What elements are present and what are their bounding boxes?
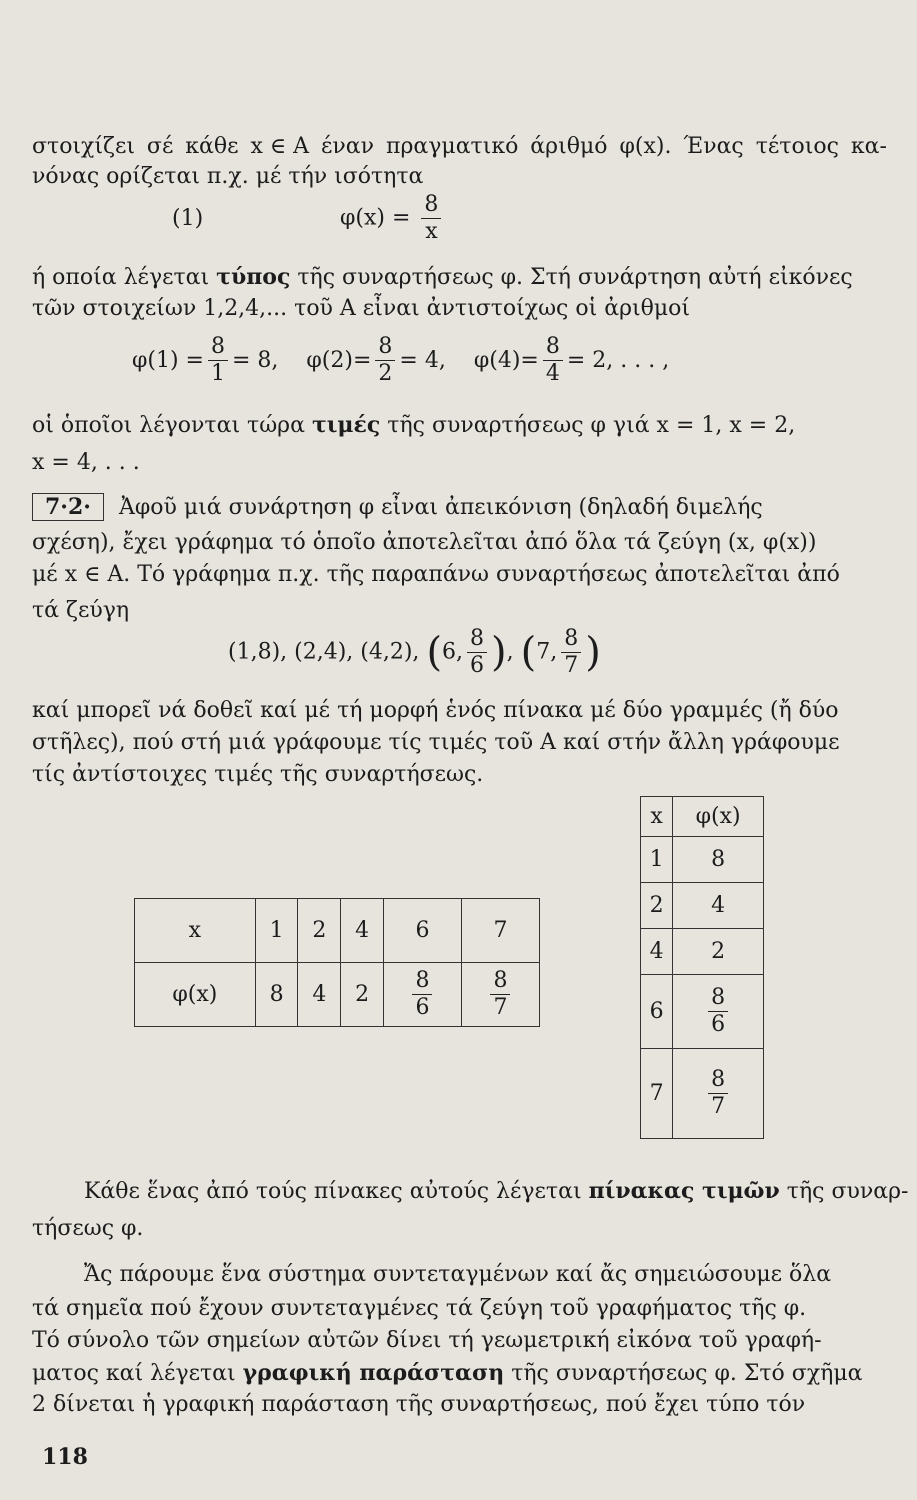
table-row [641,837,764,883]
table-cell: 4 [341,899,384,963]
word: στοιχίζει [32,134,135,159]
text-line: καί μπορεῖ νά δοθεῖ καί μέ τή μορφή ἑνός πίνακα μέ δύο γραμμές (ἤ δύο [32,698,839,723]
text-line: ή οποία λέγεται τύπος τῆς συναρτήσεως φ. Στή συνάρτηση αὐτή εἰκόνες [32,264,853,290]
pairs-list: (1,8), (2,4), (4,2), (6, $\frac{8}{6}$ ), (7, $\frac{8}{7}$ ) [228,626,601,678]
table-cell: 7 [461,899,539,963]
table-cell: 8 [673,837,764,883]
word: πραγματικό [386,134,519,159]
word: x ∈ A [250,134,310,159]
text-line: Τό σύνολο τῶν σημείων αὐτῶν δίνει τή γεωμετρική εἰκόνα τοῦ γραφή- [32,1328,822,1353]
fraction: $\frac{8}{6}$ [412,970,432,1019]
text-line: x = 4, . . . [32,450,140,475]
text-line: 7·2· Ἀφοῦ μιά συνάρτηση φ εἶναι ἀπεικόνιση (δηλαδή διμελής [32,492,887,523]
fraction: $\frac{8}{2}$ [375,336,395,385]
page-number: 118 [42,1444,88,1470]
text-line: Κάθε ἕνας ἀπό τούς πίνακες αὐτούς λέγεται πίνακας τιμῶν τῆς συναρ- [84,1178,909,1204]
text-line: τῶν στοιχείων 1,2,4,... τοῦ A εἶναι ἀντιστοίχως οἱ ἀριθμοί [32,296,691,321]
term-typos: τύπος [216,264,291,290]
table-row-fx [135,963,540,1027]
table-row [641,1049,764,1139]
table-cell [384,963,462,1027]
word: Ένας [683,134,744,159]
table-cell: x [135,899,256,963]
text-line: στῆλες), πού στή μιά γράφουμε τίς τιμές τοῦ A καί στήν ἄλλη γράφουμε [32,730,840,755]
text-line: Ἄς πάρουμε ἕνα σύστημα συντεταγμένων καί ἄς σημειώσουμε ὅλα [84,1262,832,1287]
table-cell: 8 [255,963,298,1027]
text-line: τίς ἀντίστοιχες τιμές τῆς συναρτήσεως. [32,762,484,787]
word: φ(x). [619,134,672,159]
fraction: $\frac{8}{7}$ [561,628,581,677]
text-line: τήσεως φ. [32,1216,144,1241]
word: τέτοιος [755,134,839,159]
table-cell: φ(x) [673,797,764,837]
word: κάθε [185,134,239,159]
text-line: τά σημεῖα πού ἔχουν συντεταγμένες τά ζεύγη τοῦ γραφήματος τῆς φ. [32,1296,807,1321]
equation-term: φ(2)= $\frac{8}{2}$ = 4, [306,334,446,386]
term-graph: γραφική παράσταση [242,1360,505,1386]
fraction: $\frac{8}{6}$ [467,628,487,677]
equation-2 [132,336,669,385]
table-row-x [135,899,540,963]
table-cell: 2 [341,963,384,1027]
table-row [641,929,764,975]
table-cell: 1 [641,837,673,883]
pairs-simple: (1,8), (2,4), (4,2), [228,639,420,665]
text-line: οἱ ὁποῖοι λέγονται τώρα τιμές τῆς συναρτήσεως φ γιά x = 1, x = 2, [32,412,796,438]
table-cell: 2 [641,883,673,929]
equation-lhs: φ(x) = [340,205,411,231]
table-cell: 7 [641,1049,673,1139]
table-cell: 2 [673,929,764,975]
table-cell: 1 [255,899,298,963]
table-cell: 2 [298,899,341,963]
table-cell [673,1049,764,1139]
term-value-table: πίνακας τιμῶν [588,1178,780,1204]
text-line: μέ x ∈ A. Τό γράφημα π.χ. τῆς παραπάνω συναρτήσεως ἀποτελεῖται ἀπό [32,562,840,587]
table-cell: 6 [641,975,673,1049]
section-number: 7·2· [32,493,104,521]
word: κα- [850,134,887,159]
word: άριθμό [530,134,608,159]
equation-term: φ(4)= $\frac{8}{4}$ = 2, . . . , [473,334,670,386]
text-line: ματος καί λέγεται γραφική παράσταση τῆς συναρτήσεως φ. Στό σχῆμα [32,1360,863,1386]
text-line [32,132,887,162]
value-table-horizontal [134,898,540,1027]
table-cell [461,963,539,1027]
word: έναν [321,134,375,159]
word: σέ [146,134,174,159]
table-cell: φ(x) [135,963,256,1027]
fraction: $\frac{8}{7}$ [708,1069,728,1118]
text-line: τά ζεύγη [32,598,130,623]
term-times: τιμές [311,412,381,438]
equation-label: (1) [172,206,204,231]
table-cell: 4 [673,883,764,929]
text-line: 2 δίνεται ἡ γραφική παράσταση τῆς συναρτήσεως, πού ἔχει τύπο τόν [32,1392,806,1417]
table-row [641,975,764,1049]
fraction: $\frac{8}{6}$ [708,987,728,1036]
text-line: νόνας ορίζεται π.χ. μέ τήν ισότητα [32,164,424,189]
table-row [641,883,764,929]
table-cell: 4 [298,963,341,1027]
equation-term: φ(1) = $\frac{8}{1}$ = 8, [132,334,279,386]
table-cell: 4 [641,929,673,975]
table-cell: x [641,797,673,837]
value-table-vertical [640,796,764,1139]
fraction: $\frac{8}{4}$ [543,336,563,385]
table-cell [673,975,764,1049]
fraction: $\frac{8}{x}$ [421,194,441,243]
table-cell: 6 [384,899,462,963]
fraction: $\frac{8}{1}$ [208,336,228,385]
equation-1 [340,194,445,243]
text-line: σχέση), ἔχει γράφημα τό ὁποῖο ἀποτελεῖται ἀπό ὅλα τά ζεύγη (x, φ(x)) [32,530,817,555]
table-header-row [641,797,764,837]
fraction: $\frac{8}{7}$ [490,970,510,1019]
